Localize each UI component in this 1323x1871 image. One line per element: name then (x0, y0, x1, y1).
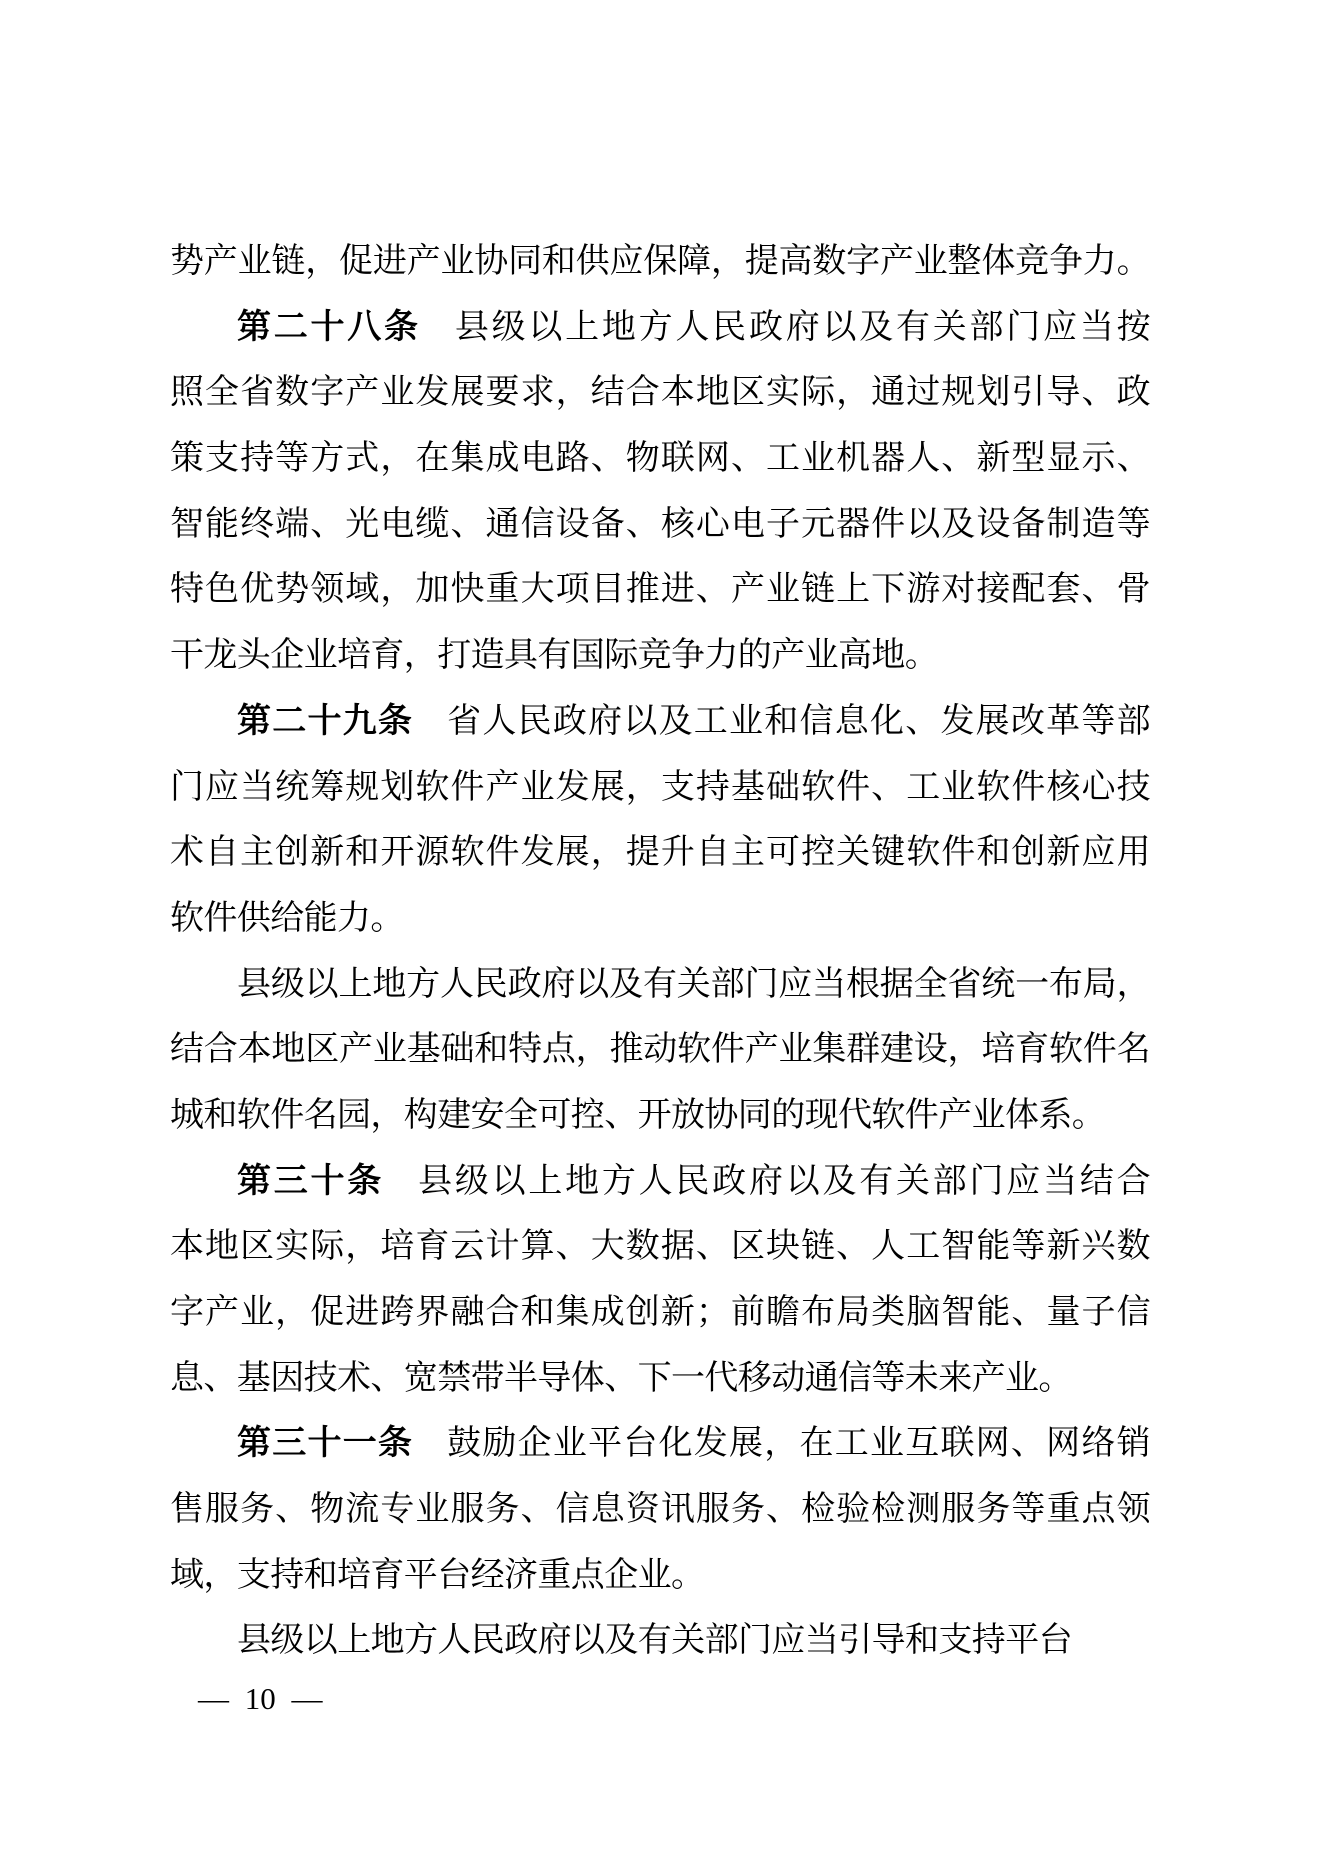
text-line (170, 820, 1150, 886)
line-text: 干龙头企业培育，打造具有国际竞争力的产业高地。 (170, 637, 939, 675)
text-line (170, 1280, 1150, 1346)
line-text: 县级以上地方人民政府以及有关部门应当结合 (418, 1162, 1150, 1200)
article-number: 第二十九条 (237, 701, 414, 740)
text-line (170, 755, 1150, 821)
text-line (170, 229, 1150, 295)
line-text: 门应当统筹规划软件产业发展，支持基础软件、工业软件核心技 (170, 768, 1150, 806)
article-start-line (170, 689, 1150, 755)
text-line (170, 952, 1150, 1018)
text-line (170, 1214, 1150, 1280)
article-number: 第三十一条 (237, 1424, 414, 1463)
article-start-line (170, 1411, 1150, 1477)
body-text-column (170, 229, 1150, 1674)
line-text: 字产业，促进跨界融合和集成创新；前瞻布局类脑智能、量子信 (170, 1294, 1150, 1331)
line-text: 鼓励企业平台化发展，在工业互联网、网络销 (447, 1425, 1151, 1463)
line-text: 县级以上地方人民政府以及有关部门应当按 (454, 308, 1150, 346)
text-line (170, 557, 1150, 623)
text-line (170, 1608, 1150, 1674)
text-line (170, 1477, 1150, 1543)
line-text: 县级以上地方人民政府以及有关部门应当引导和支持平台 (237, 1622, 1072, 1660)
line-text: 特色优势领域，加快重大项目推进、产业链上下游对接配套、骨 (170, 571, 1150, 609)
line-text: 城和软件名园，构建安全可控、开放协同的现代软件产业体系。 (170, 1096, 1106, 1134)
line-text: 省人民政府以及工业和信息化、发展改革等部 (447, 702, 1151, 740)
article-start-line (170, 295, 1150, 361)
text-line (170, 1543, 1150, 1609)
line-text: 县级以上地方人民政府以及有关部门应当根据全省统一布局， (237, 965, 1150, 1003)
page-number: — 10 — (198, 1681, 323, 1716)
article-number: 第三十条 (237, 1161, 385, 1200)
line-text: 息、基因技术、宽禁带半导体、下一代移动通信等未来产业。 (170, 1359, 1072, 1397)
line-text: 结合本地区产业基础和特点，推动软件产业集群建设，培育软件名 (170, 1031, 1150, 1069)
text-line (170, 360, 1150, 426)
line-text: 域，支持和培育平台经济重点企业。 (170, 1556, 705, 1594)
line-text: 策支持等方式，在集成电路、物联网、工业机器人、新型显示、 (170, 440, 1150, 478)
text-line (170, 1017, 1150, 1083)
line-text: 本地区实际，培育云计算、大数据、区块链、人工智能等新兴数 (170, 1228, 1150, 1266)
text-line (170, 623, 1150, 689)
line-text: 照全省数字产业发展要求，结合本地区实际，通过规划引导、政 (170, 374, 1150, 412)
line-text: 软件供给能力。 (170, 899, 404, 937)
text-line (170, 1083, 1150, 1149)
line-text: 售服务、物流专业服务、信息资讯服务、检验检测服务等重点领 (170, 1491, 1150, 1529)
line-text: 势产业链，促进产业协同和供应保障，提高数字产业整体竞争力。 (170, 243, 1150, 280)
article-number: 第二十八条 (237, 307, 421, 346)
text-line (170, 426, 1150, 492)
article-start-line (170, 1149, 1150, 1215)
line-text: 术自主创新和开源软件发展，提升自主可控关键软件和创新应用 (170, 834, 1150, 872)
text-line (170, 886, 1150, 952)
line-text: 智能终端、光电缆、通信设备、核心电子元器件以及设备制造等 (170, 505, 1150, 543)
text-line (170, 492, 1150, 558)
text-line (170, 1346, 1150, 1412)
